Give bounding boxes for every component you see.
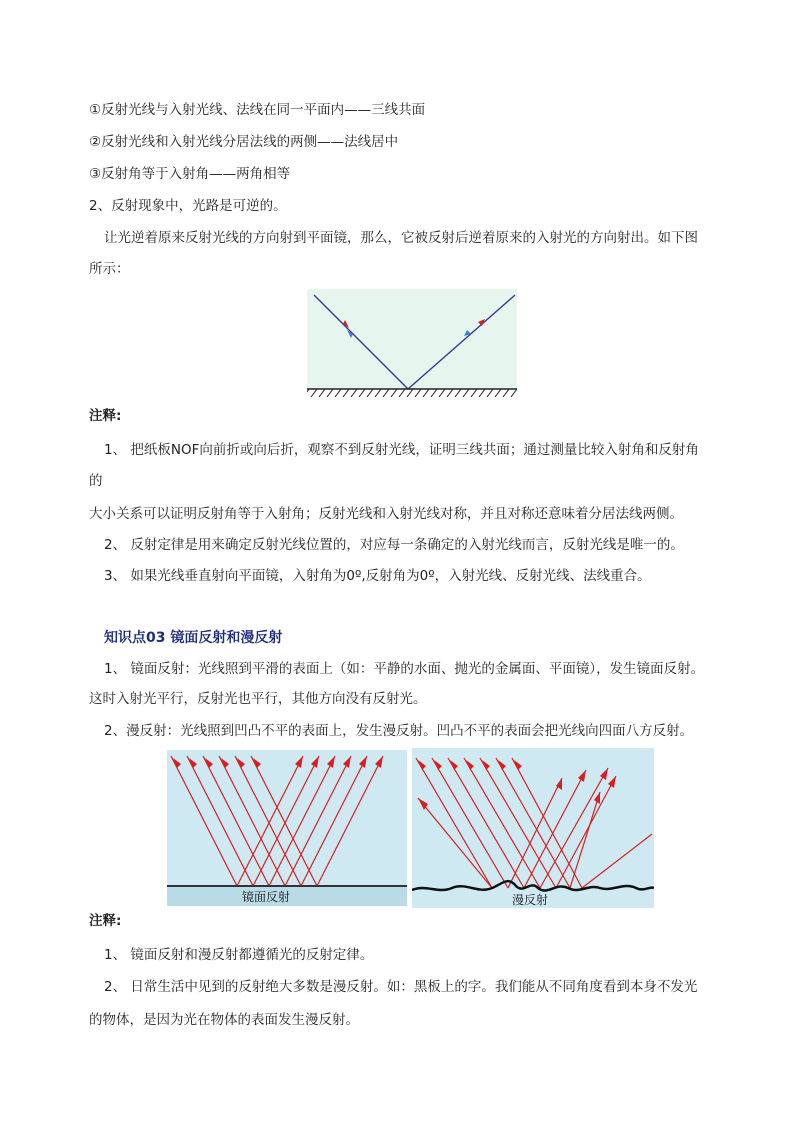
specular-caption: 镜面反射 xyxy=(242,890,291,904)
text-line: 的物体，是因为光在物体的表面发生漫反射。 xyxy=(89,1012,359,1028)
text-line: 所示： xyxy=(89,261,130,277)
text-line: ③反射角等于入射角——两角相等 xyxy=(89,166,291,182)
reflection-reversible-figure xyxy=(307,289,517,401)
text-line: 2、反射现象中，光路是可逆的。 xyxy=(89,198,287,214)
text-line: 3、 如果光线垂直射向平面镜，入射角为0º,反射角为0º，入射光线、反射光线、法线重合。 xyxy=(104,568,651,584)
text-line: 1、 把纸板NOF向前折或向后折，观察不到反射光线，证明三线共面；通过测量比较入射角和反射角 xyxy=(104,442,699,458)
text-line: 2、 日常生活中见到的反射绝大多数是漫反射。如：黑板上的字。我们能从不同角度看到本身不发光 xyxy=(104,979,698,995)
text-line: 大小关系可以证明反射角等于入射角；反射光线和入射光线对称，并且对称还意味着分居法线两侧。 xyxy=(89,506,683,522)
section-heading: 知识点03 镜面反射和漫反射 xyxy=(104,630,283,646)
text-line: 2、 反射定律是用来确定反射光线位置的，对应每一条确定的入射光线而言，反射光线是唯一的。 xyxy=(104,537,684,553)
text-line: 1、 镜面反射和漫反射都遵循光的反射定律。 xyxy=(104,947,374,963)
note-label: 注释: xyxy=(89,913,122,929)
text-line: ②反射光线和入射光线分居法线的两侧——法线居中 xyxy=(89,134,399,150)
text-line: 的 xyxy=(89,473,103,489)
text-line: 这时入射光平行，反射光也平行，其他方向没有反射光。 xyxy=(89,691,427,707)
diffuse-caption: 漫反射 xyxy=(512,893,549,907)
note-label: 注释: xyxy=(89,408,122,424)
diffuse-reflection-figure xyxy=(412,748,654,908)
text-line: 让光逆着原来反射光线的方向射到平面镜，那么，它被反射后逆着原来的入射光的方向射出。如下图 xyxy=(104,230,698,246)
text-line: 1、 镜面反射：光线照到平滑的表面上（如：平静的水面、抛光的金属面、平面镜），发生镜面反射。 xyxy=(104,661,705,677)
specular-reflection-figure xyxy=(167,750,407,906)
text-line: ①反射光线与入射光线、法线在同一平面内——三线共面 xyxy=(89,102,426,118)
text-line: 2、漫反射：光线照到凹凸不平的表面上，发生漫反射。凹凸不平的表面会把光线向四面八方反射。 xyxy=(104,723,694,739)
